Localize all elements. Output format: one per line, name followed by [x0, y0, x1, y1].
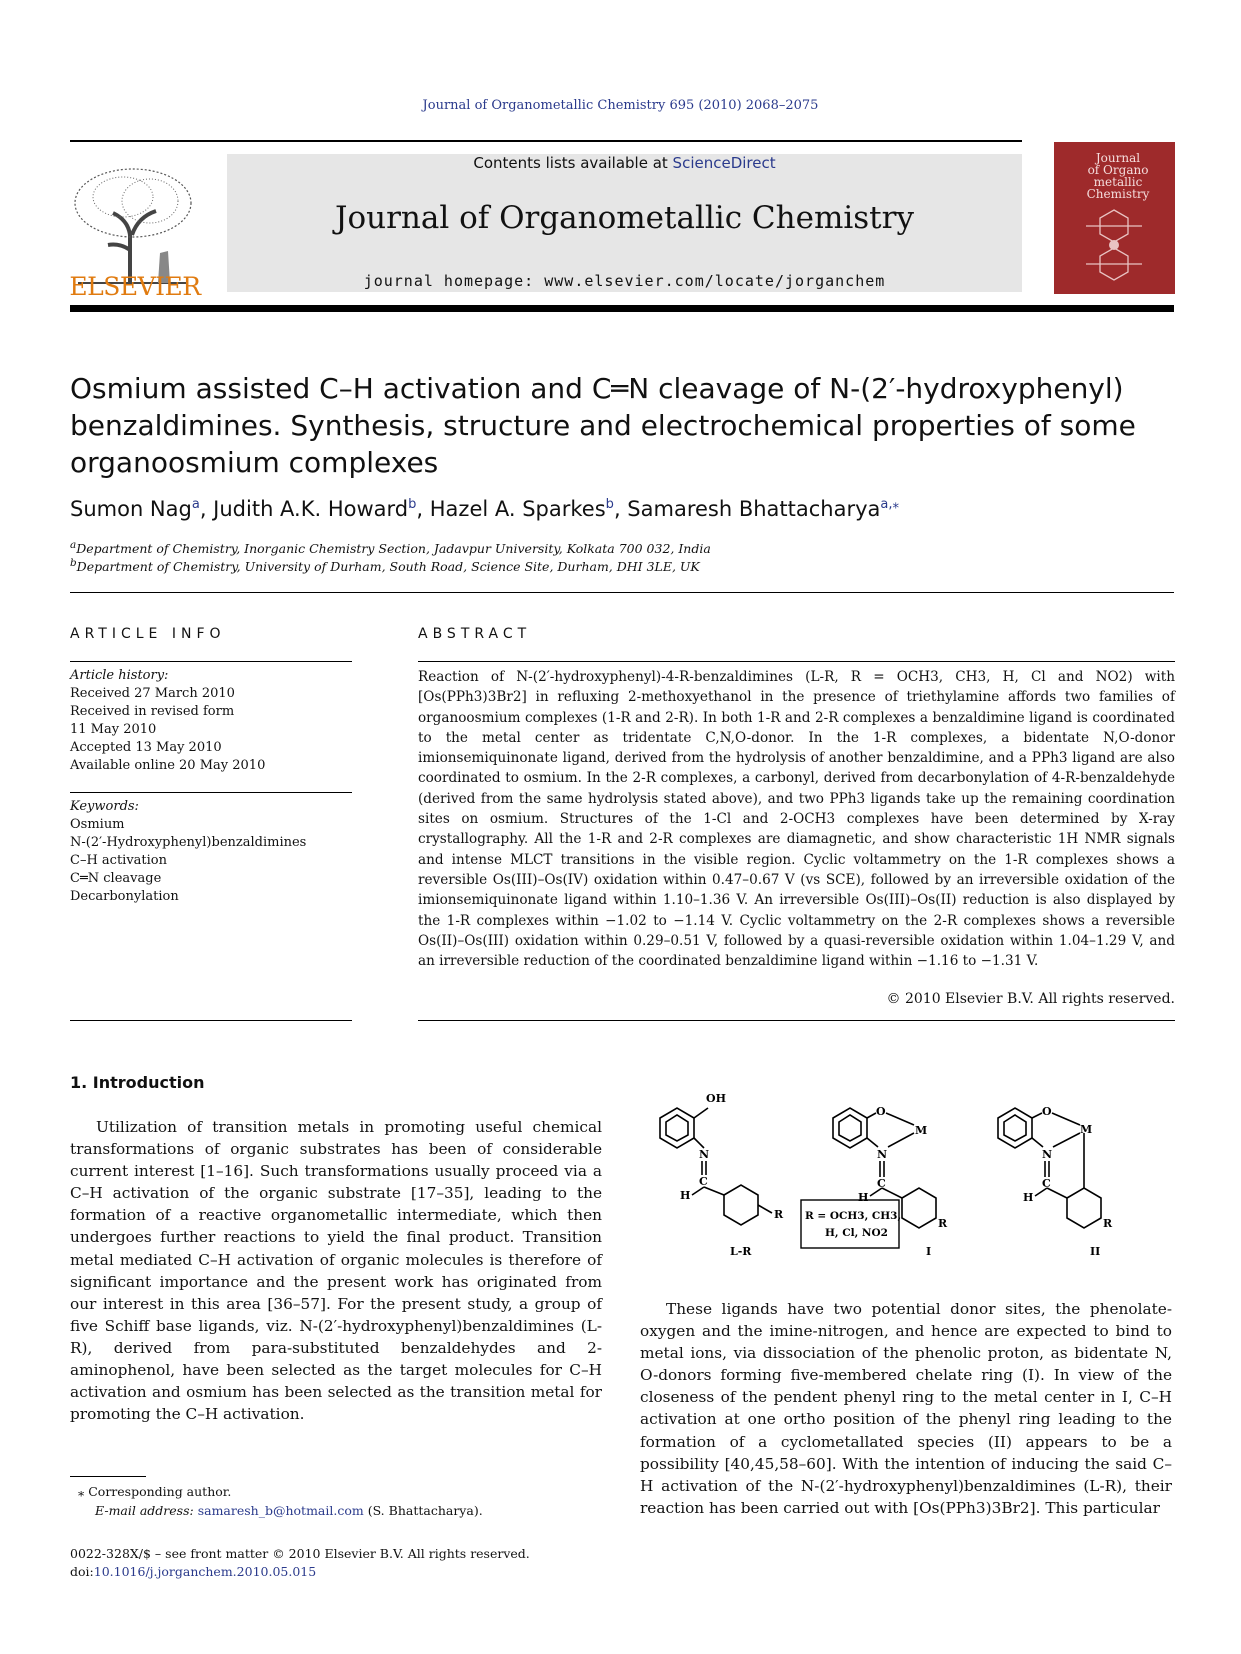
doi-label: doi:: [70, 1564, 94, 1579]
history-item: 11 May 2010: [70, 722, 157, 737]
author-name: Samaresh Bhattacharya: [627, 497, 881, 521]
keyword-item: Decarbonylation: [70, 889, 179, 904]
info-rule: [70, 1020, 352, 1021]
atom-label-o: O: [1042, 1105, 1052, 1118]
article-title: Osmium assisted C–H activation and C═N cleavage of N-(2′-hydroxyphenyl) benzaldimines. Synthesis, structure and electrochemical properties of some organoosmium complexes: [70, 372, 1136, 479]
affiliation-a: [70, 539, 711, 556]
cover-line-4: Chemistry: [1086, 187, 1150, 201]
r-box-line-1: R = OCH3, CH3,: [805, 1210, 902, 1222]
structure-label-i: I: [926, 1245, 932, 1258]
atom-label-c: C: [1042, 1177, 1051, 1190]
atom-label-m: M: [1080, 1123, 1093, 1136]
info-rule: [70, 661, 352, 662]
keyword-item: N-(2′-Hydroxyphenyl)benzaldimines: [70, 835, 307, 850]
atom-label-c: C: [877, 1177, 886, 1190]
header-rule: [70, 140, 1022, 142]
journal-title: Journal of Organometallic Chemistry: [335, 200, 914, 236]
author-name: Sumon Nag: [70, 497, 192, 521]
corresponding-author-note: ⁎ Corresponding author.: [78, 1484, 232, 1499]
history-item: Received 27 March 2010: [70, 686, 235, 701]
atom-label-n: N: [1042, 1148, 1053, 1161]
cover-line-1: Journal: [1095, 151, 1141, 165]
atom-label-r: R: [774, 1208, 784, 1221]
info-rule: [70, 792, 352, 793]
affiliation-mark[interactable]: a,⁎: [880, 497, 900, 512]
atom-label-r: R: [938, 1217, 948, 1230]
issn-line: 0022-328X/$ – see front matter © 2010 Elsevier B.V. All rights reserved.: [70, 1546, 530, 1561]
journal-homepage[interactable]: journal homepage: www.elsevier.com/locate/jorganchem: [363, 272, 886, 290]
section-divider: [70, 592, 1174, 593]
affiliation-text: Department of Chemistry, University of Durham, South Road, Science Site, Durham, DHI 3LE, UK: [76, 559, 700, 575]
atom-label-n: N: [699, 1148, 710, 1161]
structure-label-lr: L-R: [730, 1245, 752, 1258]
author-list: Sumon Nag$^a$, Judith A.K. Howard$^b$, Hazel A. Sparkes$^b$, Samaresh Bhattacharya$^{a,⁎}$: [70, 497, 900, 521]
atom-label-n: N: [877, 1148, 888, 1161]
elsevier-wordmark: ELSEVIER: [69, 272, 201, 301]
affiliation-mark[interactable]: a: [191, 497, 200, 512]
history-item: Received in revised form: [70, 704, 235, 719]
email-link[interactable]: samaresh_b@hotmail.com: [197, 1503, 364, 1518]
contents-prefix: Contents lists available at: [473, 154, 673, 172]
atom-label-c: C: [699, 1175, 708, 1188]
journal-banner: [227, 154, 1022, 292]
journal-citation[interactable]: Journal of Organometallic Chemistry 695 (2010) 2068–2075: [422, 98, 819, 113]
article-info-heading: ARTICLE INFO: [70, 626, 226, 642]
affiliation-b: [70, 557, 700, 574]
article-history: [70, 667, 350, 775]
history-item: Accepted 13 May 2010: [70, 740, 222, 755]
atom-label-h: H: [680, 1189, 691, 1202]
cover-line-3: metallic: [1093, 175, 1143, 189]
abstract-heading: ABSTRACT: [418, 626, 532, 642]
affiliation-letter: a: [70, 539, 77, 551]
keywords-block: [70, 798, 350, 906]
affiliation-mark[interactable]: b: [605, 497, 614, 512]
header-thick-rule: [70, 305, 1174, 312]
keyword-item: C═N cleavage: [70, 871, 162, 886]
contents-line: [227, 154, 1022, 172]
abstract-rule: [418, 661, 1175, 662]
author-name: Hazel A. Sparkes: [429, 497, 606, 521]
atom-label-oh: OH: [706, 1092, 726, 1105]
chemical-structures-scheme: [640, 1085, 1175, 1265]
intro-paragraph: Utilization of transition metals in promoting useful chemical transformations of organic substrates has been of considerable current interest [1–16]. Such transformations usually proceed via a C–H activation of the organic substrate [17–35], leading to the formation of a reactive organometallic intermediate, which then undergoes further reactions to yield the final product. Transition metal mediated C–H activation of organic molecules is therefore of significant importance and the present work has originated from our interest in this area [36–57]. For the present study, a group of five Schiff base ligands, viz. N-(2′-hydroxyphenyl)benzaldimines (L-R), derived from para-substituted benzaldehydes and 2-aminophenol, have been selected as the target molecules for C–H activation and osmium has been selected as the transition metal for promoting the C–H activation.: [70, 1118, 602, 1424]
history-label: Article history:: [70, 668, 169, 683]
keyword-item: Osmium: [70, 817, 125, 832]
keyword-item: C–H activation: [70, 853, 168, 868]
history-item: Available online 20 May 2010: [70, 758, 266, 773]
atom-label-h: H: [858, 1191, 869, 1204]
section-heading: 1. Introduction: [70, 1073, 205, 1092]
affiliation-mark[interactable]: b: [408, 497, 417, 512]
affiliation-text: Department of Chemistry, Inorganic Chemistry Section, Jadavpur University, Kolkata 700 032, India: [76, 541, 711, 557]
email-label: E-mail address:: [95, 1503, 198, 1518]
doi-line: [70, 1563, 316, 1581]
cover-line-2: of Organo: [1087, 163, 1149, 177]
atom-label-m: M: [915, 1124, 928, 1137]
abstract-text: Reaction of N-(2′-hydroxyphenyl)-4-R-benzaldimines (L-R, R = OCH3, CH3, H, Cl and NO2) with [Os(PPh3)3Br2] in refluxing 2-methoxyethanol in the presence of triethylamine affords two families of organoosmium complexes (1-R and 2-R). In both 1-R and 2-R complexes a benzaldimine ligand is coordinated to the metal center as tridentate C,N,O-donor. In the 1-R complexes, a bidentate N,O-donor imionsemiquinonate ligand, derived from the hydrolysis of another benzaldimine, and a PPh3 ligand are also coordinated to osmium. In the 2-R complexes, a carbonyl, derived from decarbonylation of 4-R-benzaldehyde (derived from the same hydrolysis stated above), and two PPh3 ligands take up the remaining coordination sites on osmium. Structures of the 1-Cl and 2-OCH3 complexes have been determined by X-ray crystallography. All the 1-R and 2-R complexes are diamagnetic, and show characteristic 1H NMR signals and intense MLCT transitions in the visible region. Cyclic voltammetry on the 1-R complexes shows a reversible Os(III)–Os(IV) oxidation within 0.47–0.67 V (vs SCE), followed by an irreversible oxidation of the imionsemiquinonate ligand within 1.10–1.36 V. An irreversible Os(III)–Os(II) reduction is also displayed by the 1-R complexes within −1.02 to −1.14 V. Cyclic voltammetry on the 2-R complexes shows a reversible Os(II)–Os(III) oxidation within 0.29–0.51 V, followed by a quasi-reversible oxidation within 1.04–1.29 V, and an irreversible reduction of the coordinated benzaldimine ligand within −1.16 to −1.31 V.: [418, 669, 1175, 970]
footnote-rule: [70, 1476, 146, 1477]
affiliation-letter: b: [70, 557, 77, 569]
abstract-rule: [418, 1020, 1175, 1021]
cover-molecule-image: [1084, 204, 1144, 286]
author-name: Judith A.K. Howard: [213, 497, 409, 521]
email-suffix: (S. Bhattacharya).: [363, 1503, 483, 1518]
cover-title: [1068, 152, 1168, 200]
atom-label-r: R: [1103, 1217, 1113, 1230]
intro-paragraph-continued: These ligands have two potential donor sites, the phenolate-oxygen and the imine-nitrogen, and hence are expected to bind to metal ions, via dissociation of the phenolic proton, as bidentate N, O-donors forming five-membered chelate ring (I). In view of the closeness of the pendent phenyl ring to the metal center in I, C–H activation at one ortho position of the phenyl ring leading to the formation of a cyclometallated species (II) appears to be a possibility [40,45,58–60]. With the intention of inducing the said C–H activation of the N-(2′-hydroxyphenyl)benzaldimines (L-R), their reaction has been carried out with [Os(PPh3)3Br2]. This particular: [640, 1300, 1172, 1517]
abstract-copyright: © 2010 Elsevier B.V. All rights reserved.: [886, 991, 1175, 1007]
atom-label-h: H: [1023, 1191, 1034, 1204]
journal-cover: [1054, 142, 1175, 294]
sciencedirect-link[interactable]: ScienceDirect: [672, 154, 776, 172]
doi-link[interactable]: 10.1016/j.jorganchem.2010.05.015: [93, 1564, 317, 1579]
r-box-line-2: H, Cl, NO2: [825, 1227, 888, 1239]
atom-label-o: O: [876, 1105, 886, 1118]
email-line: [95, 1502, 483, 1520]
keywords-label: Keywords:: [70, 799, 139, 814]
structure-label-ii: II: [1090, 1245, 1101, 1258]
